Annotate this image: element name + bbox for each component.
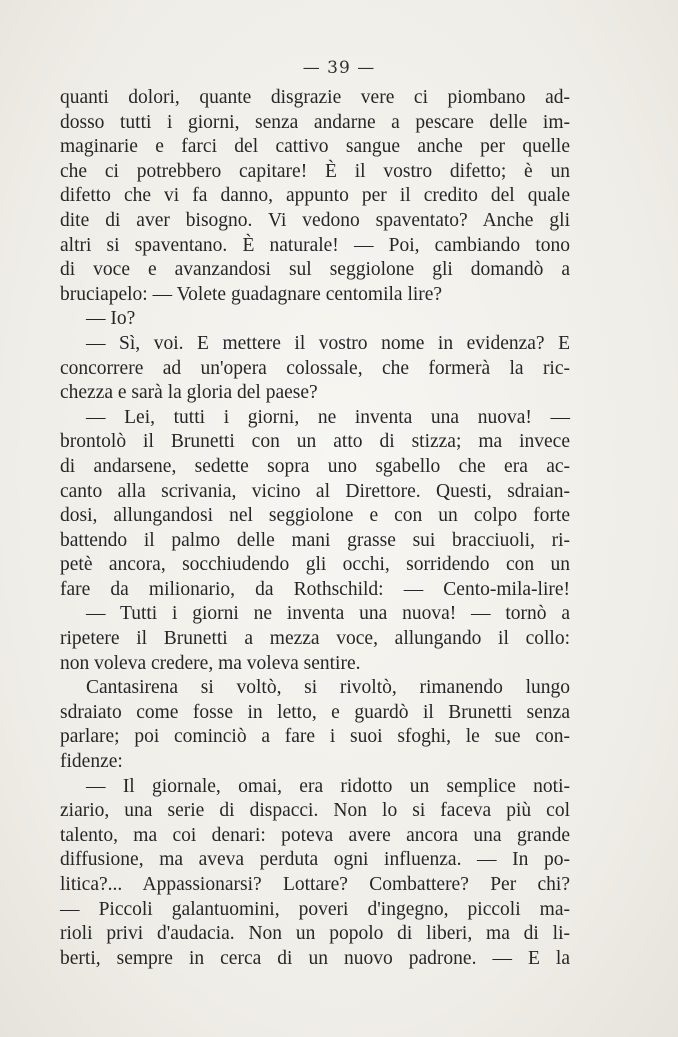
text-line: altri si spaventano. È naturale! — Poi, cambiando tono <box>60 234 570 256</box>
text-line: talento, ma coi denari: poteva avere ancora una grande <box>60 824 570 846</box>
text-line: parlare; poi cominciò a fare i suoi sfoghi, le sue con- <box>60 726 570 748</box>
text-line: litica?... Appassionarsi? Lottare? Combattere? Per chi? <box>60 874 570 895</box>
text-line: concorrere ad un'opera colossale, che formerà la ric- <box>60 357 570 379</box>
text-line: diffusione, ma aveva perduta ogni influenza. — In po- <box>60 849 570 871</box>
text-line: Cantasirena si voltò, si rivoltò, rimanendo lungo <box>86 677 570 699</box>
text-line: — Sì, voi. E mettere il vostro nome in evidenza? E <box>86 332 570 354</box>
body-text <box>60 86 570 971</box>
text-line: chezza e sarà la gloria del paese? <box>60 382 318 404</box>
text-line: dosi, allungandosi nel seggiolone e con un colpo forte <box>60 505 570 527</box>
text-line: sdraiato come fosse in letto, e guardò il Brunetti senza <box>60 701 570 723</box>
text-line: dosso tutti i giorni, senza andarne a pescare delle im- <box>60 111 570 133</box>
text-line: brontolò il Brunetti con un atto di stizza; ma invece <box>60 431 570 453</box>
text-line: di andarsene, sedette sopra uno sgabello che era ac- <box>60 455 570 477</box>
text-line: maginarie e farci del cattivo sangue anche per quelle <box>60 136 570 158</box>
text-line: — Piccoli galantuomini, poveri d'ingegno, piccoli ma- <box>60 898 570 920</box>
text-line: quanti dolori, quante disgrazie vere ci piombano ad- <box>60 87 570 108</box>
text-line: — Il giornale, omai, era ridotto un semplice noti- <box>86 775 570 797</box>
text-line: ripetere il Brunetti a mezza voce, allungando il collo: <box>60 628 570 650</box>
text-line: battendo il palmo delle mani grasse sui bracciuoli, ri- <box>60 529 570 551</box>
text-line: che ci potrebbero capitare! È il vostro difetto; è un <box>60 160 570 182</box>
text-line: — Io? <box>86 308 136 330</box>
text-line: non voleva credere, ma voleva sentire. <box>60 652 361 674</box>
text-line: dite di aver bisogno. Vi vedono spaventato? Anche gli <box>60 209 570 231</box>
text-line: berti, sempre in cerca di un nuovo padrone. — E la <box>60 947 570 969</box>
text-line: petè ancora, socchiudendo gli occhi, sorridendo con un <box>60 554 570 576</box>
text-line: — Tutti i giorni ne inventa una nuova! — tornò a <box>86 603 570 625</box>
page-number: — 39 — <box>302 58 376 78</box>
text-line: fare da milionario, da Rothschild: — Cento-mila-lire! <box>60 578 570 600</box>
text-line: rioli privi d'audacia. Non un popolo di liberi, ma di li- <box>60 923 570 945</box>
text-line: canto alla scrivania, vicino al Direttore. Questi, sdraian- <box>60 480 570 502</box>
text-line: bruciapelo: — Volete guadagnare centomila lire? <box>60 283 443 305</box>
text-line: ziario, una serie di dispacci. Non lo si faceva più col <box>60 800 570 822</box>
text-line: — Lei, tutti i giorni, ne inventa una nuova! — <box>86 406 570 428</box>
text-line: difetto che vi fa danno, appunto per il credito del quale <box>60 185 570 207</box>
text-line: fidenze: <box>60 751 123 773</box>
text-line: di voce e avanzandosi sul seggiolone gli domandò a <box>60 259 570 281</box>
